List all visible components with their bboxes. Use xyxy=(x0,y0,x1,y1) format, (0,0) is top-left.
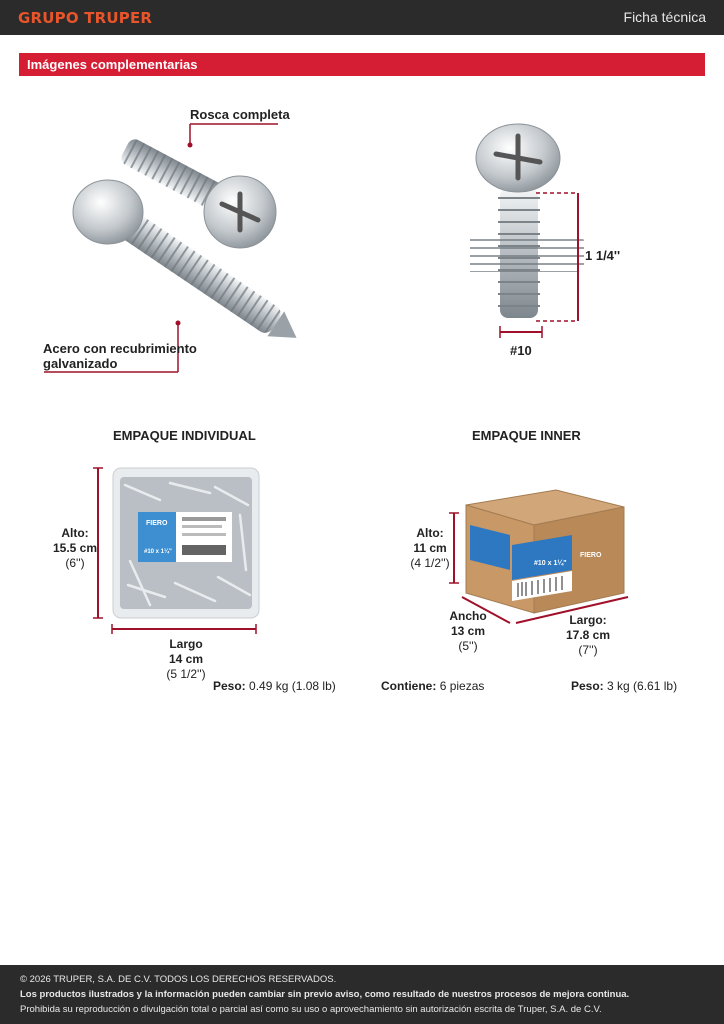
screw-front-head xyxy=(73,180,143,244)
inner-pack-title: EMPAQUE INNER xyxy=(472,428,581,443)
inner-width-label: Ancho xyxy=(449,609,487,623)
footer-copyright: © 2026 TRUPER, S.A. DE C.V. TODOS LOS DERECHOS RESERVADOS. xyxy=(20,974,337,985)
inner-contains-value: 6 piezas xyxy=(439,679,485,693)
ind-length-cm: 14 cm xyxy=(168,652,204,666)
footer-legal: Prohibida su reproducción o divulgación total o parcial así como su uso o aprovechamiento sin autorización escrita de Truper, S.A. de C.V. xyxy=(20,1004,602,1015)
inner-length-in: (7'') xyxy=(578,643,598,657)
inner-height-label: Alto: xyxy=(416,526,444,540)
dimension-gauge: #10 xyxy=(510,343,532,358)
ind-weight-value: 0.49 kg (1.08 lb) xyxy=(249,679,336,693)
ind-weight-label: Peso: xyxy=(213,679,246,693)
bag-brand: FIERO xyxy=(146,520,168,527)
inner-weight-value: 3 kg (6.61 lb) xyxy=(607,679,678,693)
dimension-length: 1 1/4'' xyxy=(585,248,621,263)
ind-height-label: Alto: xyxy=(61,526,89,540)
ind-length-label: Largo xyxy=(169,637,203,651)
inner-weight-label: Peso: xyxy=(571,679,604,693)
ind-weight xyxy=(213,679,336,693)
section-bar xyxy=(19,53,705,76)
inner-contains xyxy=(381,679,484,693)
inner-height-cm: 11 cm xyxy=(413,541,447,555)
top-bar xyxy=(0,0,724,35)
inner-width-in: (5'') xyxy=(458,639,478,653)
ind-height-in: (6'') xyxy=(65,556,85,570)
screw-dimension-photo xyxy=(470,118,600,343)
box-size: #10 x 1¼" xyxy=(534,560,567,567)
individual-pack-bag xyxy=(90,465,270,635)
section-title: Imágenes complementarias xyxy=(27,57,198,72)
document-type: Ficha técnica xyxy=(623,9,706,25)
label-thread: Rosca completa xyxy=(190,107,290,122)
label-material-line2: galvanizado xyxy=(43,356,118,371)
inner-width-cm: 13 cm xyxy=(450,624,486,638)
inner-contains-label: Contiene: xyxy=(381,679,437,693)
inner-height-in: (4 1/2'') xyxy=(410,556,450,570)
individual-pack-title: EMPAQUE INDIVIDUAL xyxy=(113,428,256,443)
box-brand: FIERO xyxy=(580,552,602,559)
inner-length-label: Largo: xyxy=(569,613,607,627)
inner-length-cm: 17.8 cm xyxy=(565,628,611,642)
brand-logo: GRUPO TRUPER xyxy=(18,9,153,27)
label-material-line1: Acero con recubrimiento xyxy=(43,341,197,356)
ind-height-cm: 15.5 cm xyxy=(52,541,98,555)
ind-length-in: (5 1/2'') xyxy=(166,667,206,681)
inner-weight xyxy=(571,679,677,693)
footer xyxy=(0,965,724,1024)
bag-size: #10 x 1¼" xyxy=(144,549,172,555)
footer-notice: Los productos ilustrados y la información pueden cambiar sin previo aviso, como resultado de nuestros procesos de mejora continua. xyxy=(20,989,630,1000)
